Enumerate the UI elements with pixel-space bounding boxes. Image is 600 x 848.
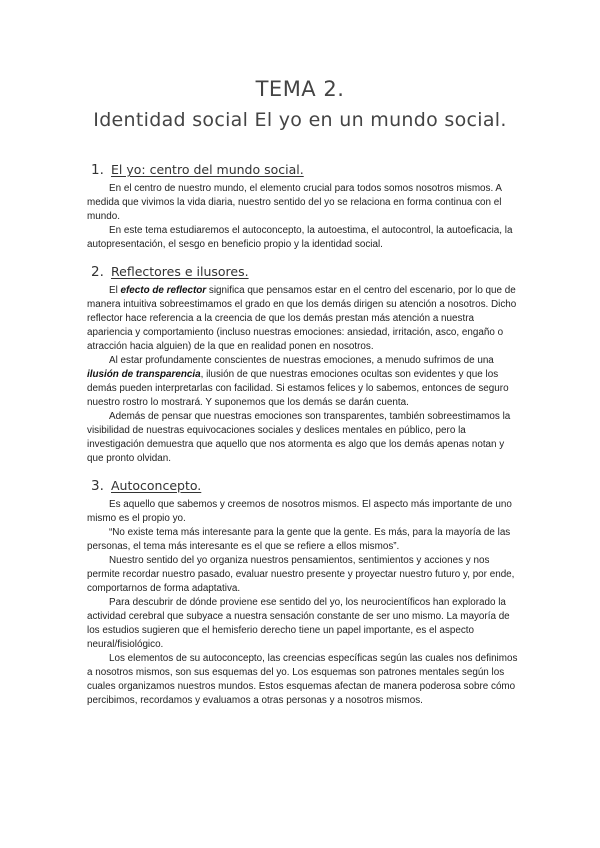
section-reflectores [87, 264, 519, 466]
paragraph: Los elementos de su autoconcepto, las creencias específicas según las cuales nos definimos a nosotros mismos, son sus esquemas del yo. Los esquemas son patrones mentales según los cuales organizamos nuestros mundos. Estos esquemas afectan de manera poderosa sobre cómo percibimos, recordamos y evaluamos a otras personas y a nosotros mismos. [87, 653, 518, 706]
paragraph: Nuestro sentido del yo organiza nuestros pensamientos, sentimientos y acciones y nos permite recordar nuestro pasado, evaluar nuestro presente y proyectar nuestro futuro y, por ende, comportarnos de forma adaptativa. [87, 555, 515, 594]
paragraph-text: Al estar profundamente conscientes de nuestras emociones, a menudo sufrimos de una [109, 355, 494, 366]
section-number: 1. [91, 162, 104, 178]
paragraph: Es aquello que sabemos y creemos de nosotros mismos. El aspecto más importante de uno mismo es el propio yo. [87, 499, 512, 524]
section-title: Reflectores e ilusores. [111, 264, 249, 279]
section-autoconcepto [87, 478, 519, 708]
paragraph-text: significa que pensamos estar en el centro del escenario, por lo que de manera intuitiva sobreestimamos el grado en que los demás dirigen su atención a nosotros. Dicho reflector hace referencia a la creencia de que los demás prestan más atención a nuestra apariencia y comportamiento (incluso nuestras emociones: ansiedad, irritación, asco, engaño o atracción hacia alguien) de la que en realidad ponen en nosotros. [87, 285, 517, 352]
paragraph [87, 284, 519, 354]
paragraph: En el centro de nuestro mundo, el elemento crucial para todos somos nosotros mismos. A medida que vivimos la vida diaria, nuestro sentido del yo se relaciona en forma continua con el mundo. [87, 183, 502, 222]
document-subtitle: Identidad social El yo en un mundo social. [93, 109, 507, 131]
section-title: Autoconcepto. [111, 478, 202, 493]
section-heading [91, 478, 519, 494]
key-term-efecto-reflector: efecto de reflector [120, 285, 207, 296]
section-yo-centro [87, 162, 519, 252]
section-heading [91, 264, 519, 280]
paragraph: En este tema estudiaremos el autoconcepto, la autoestima, el autocontrol, la autoeficacia, la autopresentación, el sesgo en beneficio propio y la identidad social. [87, 225, 513, 250]
section-number: 3. [91, 478, 104, 494]
paragraph-text: El [109, 285, 121, 296]
title-block [0, 76, 600, 132]
paragraph: Además de pensar que nuestras emociones son transparentes, también sobreestimamos la visibilidad de nuestras equivocaciones sociales y deslices mentales en público, pero la investigación demuestra que aquello que nos atormenta es algo que los demás apenas notan y que pronto olvidan. [87, 411, 511, 464]
section-number: 2. [91, 264, 104, 280]
section-heading [91, 162, 519, 178]
quote-paragraph: “No existe tema más interesante para la gente que la gente. Es más, para la mayoría de las personas, el tema más interesante es el que se refiere a ellos mismos”. [87, 527, 511, 552]
paragraph [87, 354, 519, 410]
section-title: El yo: centro del mundo social. [111, 162, 304, 177]
document-title: TEMA 2. [255, 77, 345, 101]
key-term-ilusion-transparencia: ilusión de transparencia [87, 369, 201, 380]
document-body [87, 162, 519, 720]
paragraph-text: , ilusión de que nuestras emociones ocultas son evidentes y que los demás pueden interpretarlas con facilidad. Si estamos felices y lo sabemos, entonces de seguro nuestro rostro lo mostrará. Y suponemos que los demás se darán cuenta. [87, 369, 509, 408]
paragraph: Para descubrir de dónde proviene ese sentido del yo, los neurocientíficos han explorado la actividad cerebral que subyace a nuestra sensación constante de ser uno mismo. La mayoría de los estudios sugieren que el hemisferio derecho tiene un papel importante, es el aspecto neural/fisiológico. [87, 597, 510, 650]
